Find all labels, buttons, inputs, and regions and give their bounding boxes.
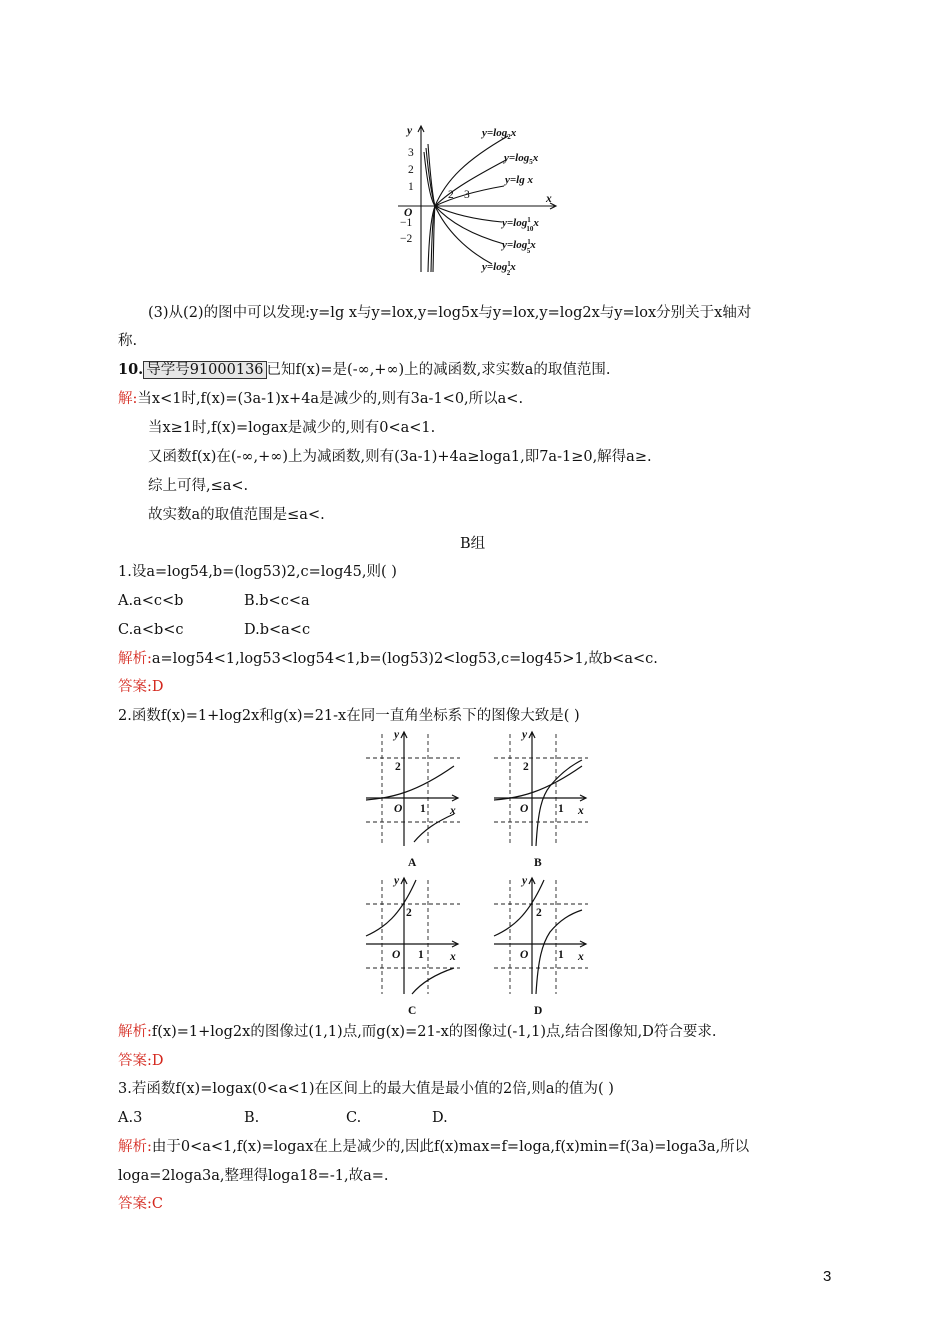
graph-d-origin: O	[520, 949, 529, 961]
q10-tag[interactable]: 导学号91000136	[143, 361, 266, 379]
figure1-ytick-neg1: −1	[400, 217, 413, 229]
q10-question: 已知f(x)=是(-∞,+∞)上的减函数,求实数a的取值范围.	[266, 362, 611, 378]
graph-b-origin: O	[520, 803, 529, 815]
graph-b-axis-y: y	[522, 729, 528, 741]
q2-analysis	[118, 1022, 716, 1042]
q1-option-c: C.a<b<c	[118, 622, 184, 638]
q2-graph-d	[490, 872, 592, 1018]
graph-a-exp-curve	[366, 766, 454, 800]
q3-answer: 答案:C	[118, 1196, 163, 1212]
p3-line1: (3)从(2)的图中可以发现:y=lg x与y=lox,y=log5x与y=lox,y=log2x与y=lox分别关于x轴对	[148, 305, 752, 321]
graph-a-log-curve	[414, 814, 454, 842]
graph-a-label: A	[408, 857, 417, 869]
q2-stem: 2.函数f(x)=1+log2x和g(x)=21-x在同一直角坐标系下的图像大致是( )	[118, 708, 580, 724]
q3-option-a: A.3	[118, 1110, 143, 1126]
q10-solution-line1	[118, 389, 523, 409]
q10-line-2: 当x≥1时,f(x)=logax是减少的,则有0<a<1.	[148, 420, 436, 436]
q2-graph-a	[362, 726, 464, 870]
graph-c-origin: O	[392, 949, 401, 961]
graph-a-axis-x: x	[450, 805, 456, 817]
graph-c-xtick: 1	[418, 949, 424, 961]
q2-graph-b	[490, 726, 592, 870]
graph-c-ytick: 2	[406, 907, 412, 919]
q3-analysis-line1	[118, 1137, 749, 1157]
q3-option-c: C.	[346, 1110, 362, 1126]
q10-number: 10.	[118, 361, 144, 378]
section-b-heading: B组	[460, 536, 486, 552]
q3-analysis-line2: loga=2loga3a,整理得loga18=-1,故a=.	[118, 1168, 389, 1184]
q2-analysis-label: 解析:	[118, 1024, 152, 1040]
figure1-ytick-1: 1	[408, 181, 414, 193]
figure1-axis-x-label: x	[546, 193, 552, 205]
graph-c-label: C	[408, 1005, 417, 1017]
q3-option-b: B.	[244, 1110, 260, 1126]
q1-option-a: A.a<c<b	[118, 593, 184, 609]
q10-answer-label: 解:	[118, 391, 138, 407]
q1-analysis-label: 解析:	[118, 651, 152, 667]
graph-d-xtick: 1	[558, 949, 564, 961]
q10-line-5: 故实数a的取值范围是≤a<.	[148, 507, 325, 523]
p3-line2: 称.	[118, 333, 138, 349]
q2-graph-c	[362, 872, 464, 1018]
log-curves-figure	[396, 120, 571, 282]
q1-stem: 1.设a=log54,b=(log53)2,c=log45,则( )	[118, 564, 397, 580]
q3-analysis-text-1: 由于0<a<1,f(x)=logax在上是减少的,因此f(x)max=f=loga,f(x)min=f(3a)=loga3a,所以	[151, 1139, 750, 1155]
graph-c-log-curve	[412, 968, 454, 994]
label-log-1-2: $y=\log^1$ 2x	[482, 260, 516, 277]
q1-analysis	[118, 649, 658, 669]
curve-log5	[431, 160, 506, 272]
graph-b-exp-curve	[494, 766, 582, 800]
graph-a-origin: O	[394, 803, 403, 815]
graph-a-ytick: 2	[395, 761, 401, 773]
graph-a-axis-y: y	[394, 729, 400, 741]
graph-b-xtick: 1	[558, 803, 564, 815]
graph-b-axis-x: x	[578, 805, 584, 817]
q2-analysis-text: f(x)=1+log2x的图像过(1,1)点,而g(x)=21-x的图像过(-1,1)点,结合图像知,D符合要求.	[151, 1024, 717, 1040]
figure1-origin: O	[404, 207, 413, 219]
graph-b-label: B	[534, 857, 542, 869]
graph-d-label: D	[534, 1005, 543, 1017]
figure1-xtick-2: 2	[448, 189, 454, 201]
figure1-axis-y-label: y	[407, 125, 413, 137]
page-number: 3	[823, 1268, 832, 1285]
figure1-xtick-3: 3	[464, 189, 470, 201]
graph-d-axis-x: x	[578, 951, 584, 963]
graph-c-axis-y: y	[394, 875, 400, 887]
figure1-ytick-neg2: −2	[400, 233, 413, 245]
label-log2: $y=\log_2x$	[482, 127, 517, 141]
graph-b-ytick: 2	[523, 761, 529, 773]
label-log5: $y=\log_5x$	[504, 152, 539, 166]
figure1-ytick-2: 2	[408, 164, 414, 176]
graph-d-ytick: 2	[536, 907, 542, 919]
q10-line-1: 当x<1时,f(x)=(3a-1)x+4a是减少的,则有3a-1<0,所以a<.	[137, 391, 524, 407]
figure1-ytick-3: 3	[408, 147, 414, 159]
q3-stem: 3.若函数f(x)=logax(0<a<1)在区间上的最大值是最小值的2倍,则a的值为( )	[118, 1081, 614, 1097]
q10-line-4: 综上可得,≤a<.	[148, 478, 249, 494]
q1-analysis-text: a=log54<1,log53<log54<1,b=(log53)2<log53,c=log45>1,故b<a<c.	[151, 651, 658, 667]
q3-analysis-label: 解析:	[118, 1139, 152, 1155]
q1-option-d: D.b<a<c	[244, 622, 311, 638]
graph-d-axis-y: y	[522, 875, 528, 887]
q10-stem	[118, 360, 611, 380]
q1-answer: 答案:D	[118, 679, 164, 695]
q3-option-d: D.	[432, 1110, 448, 1126]
q10-line-3: 又函数f(x)在(-∞,+∞)上为减函数,则有(3a-1)+4a≥loga1,即7a-1≥0,解得a≥.	[148, 449, 652, 465]
label-log-1-5: $y=\log^1$ 5x	[502, 238, 536, 255]
label-lg: y=lg x	[505, 174, 533, 186]
graph-a-xtick: 1	[420, 803, 426, 815]
q1-option-b: B.b<c<a	[244, 593, 310, 609]
label-log-1-10: $y=\log^1$ 10x	[502, 216, 539, 233]
q2-answer: 答案:D	[118, 1053, 164, 1069]
graph-c-axis-x: x	[450, 951, 456, 963]
